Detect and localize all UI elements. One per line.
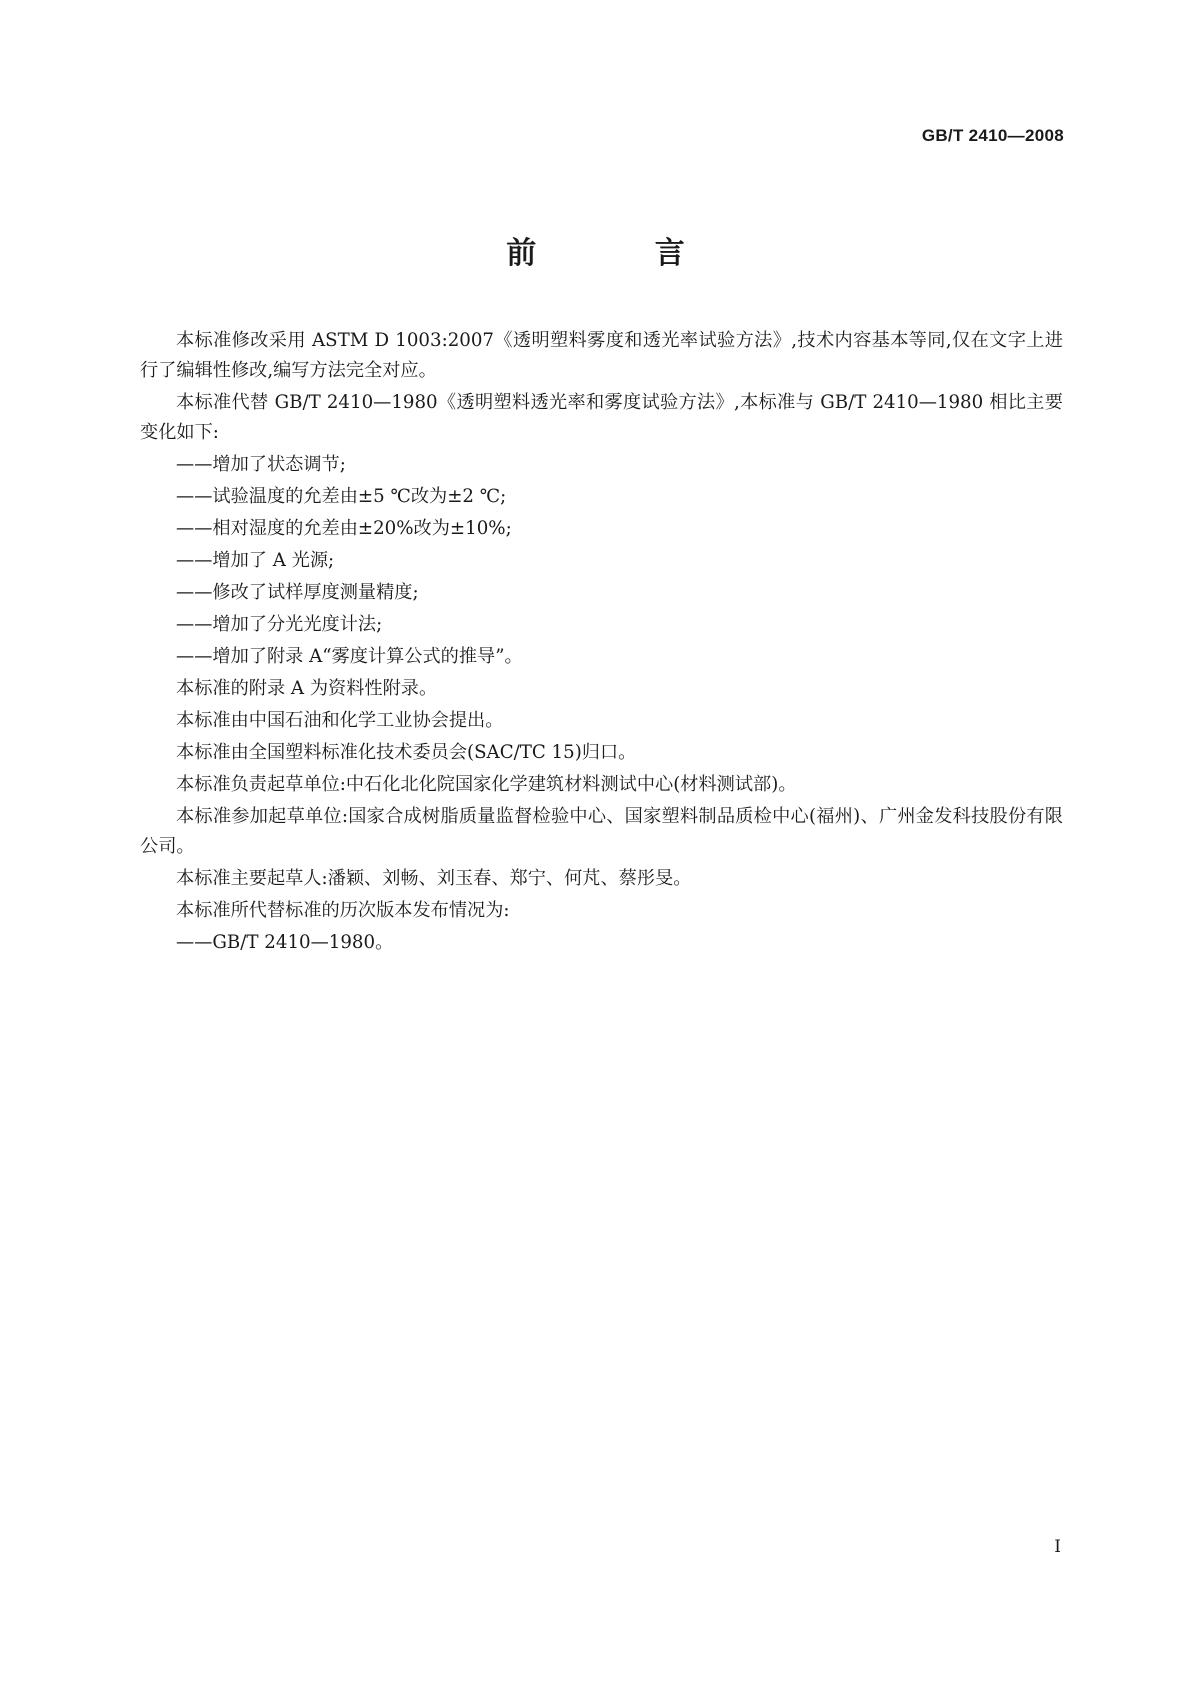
paragraph-main-authors: 本标准主要起草人:潘颖、刘畅、刘玉春、郑宁、何芃、蔡彤旻。 [176, 868, 692, 889]
paragraph-committee: 本标准由全国塑料标准化技术委员会(SAC/TC 15)归口。 [176, 742, 637, 763]
change-item: ——试验温度的允差由±5 ℃改为±2 ℃; [176, 486, 507, 507]
page-number: I [1054, 1537, 1061, 1557]
foreword-body [140, 326, 1063, 960]
change-item: ——增加了 A 光源; [176, 550, 335, 571]
standard-code: GB/T 2410—2008 [921, 126, 1064, 145]
paragraph-lead-drafter: 本标准负责起草单位:中石化北化院国家化学建筑材料测试中心(材料测试部)。 [176, 774, 797, 795]
paragraph-adoption: 本标准修改采用 ASTM D 1003:2007《透明塑料雾度和透光率试验方法》,技术内容基本等同,仅在文字上进行了编辑性修改,编写方法完全对应。 [140, 330, 1063, 381]
change-item: ——增加了状态调节; [176, 454, 346, 475]
change-item: ——增加了分光光度计法; [176, 614, 383, 635]
change-item: ——相对湿度的允差由±20%改为±10%; [176, 518, 512, 539]
paragraph-replacement: 本标准代替 GB/T 2410—1980《透明塑料透光率和雾度试验方法》,本标准与 GB/T 2410—1980 相比主要变化如下: [140, 392, 1063, 443]
paragraph-history-intro: 本标准所代替标准的历次版本发布情况为: [176, 900, 510, 921]
change-item: ——增加了附录 A“雾度计算公式的推导”。 [176, 646, 523, 667]
page-title: 前 言 [506, 236, 739, 271]
paragraph-annex: 本标准的附录 A 为资料性附录。 [176, 678, 438, 699]
change-item: ——修改了试样厚度测量精度; [176, 582, 419, 603]
paragraph-proposer: 本标准由中国石油和化学工业协会提出。 [176, 710, 504, 731]
paragraph-participating-drafters: 本标准参加起草单位:国家合成树脂质量监督检验中心、国家塑料制品质检中心(福州)、广州金发科技股份有限公司。 [140, 806, 1063, 857]
history-item: ——GB/T 2410—1980。 [176, 932, 394, 953]
